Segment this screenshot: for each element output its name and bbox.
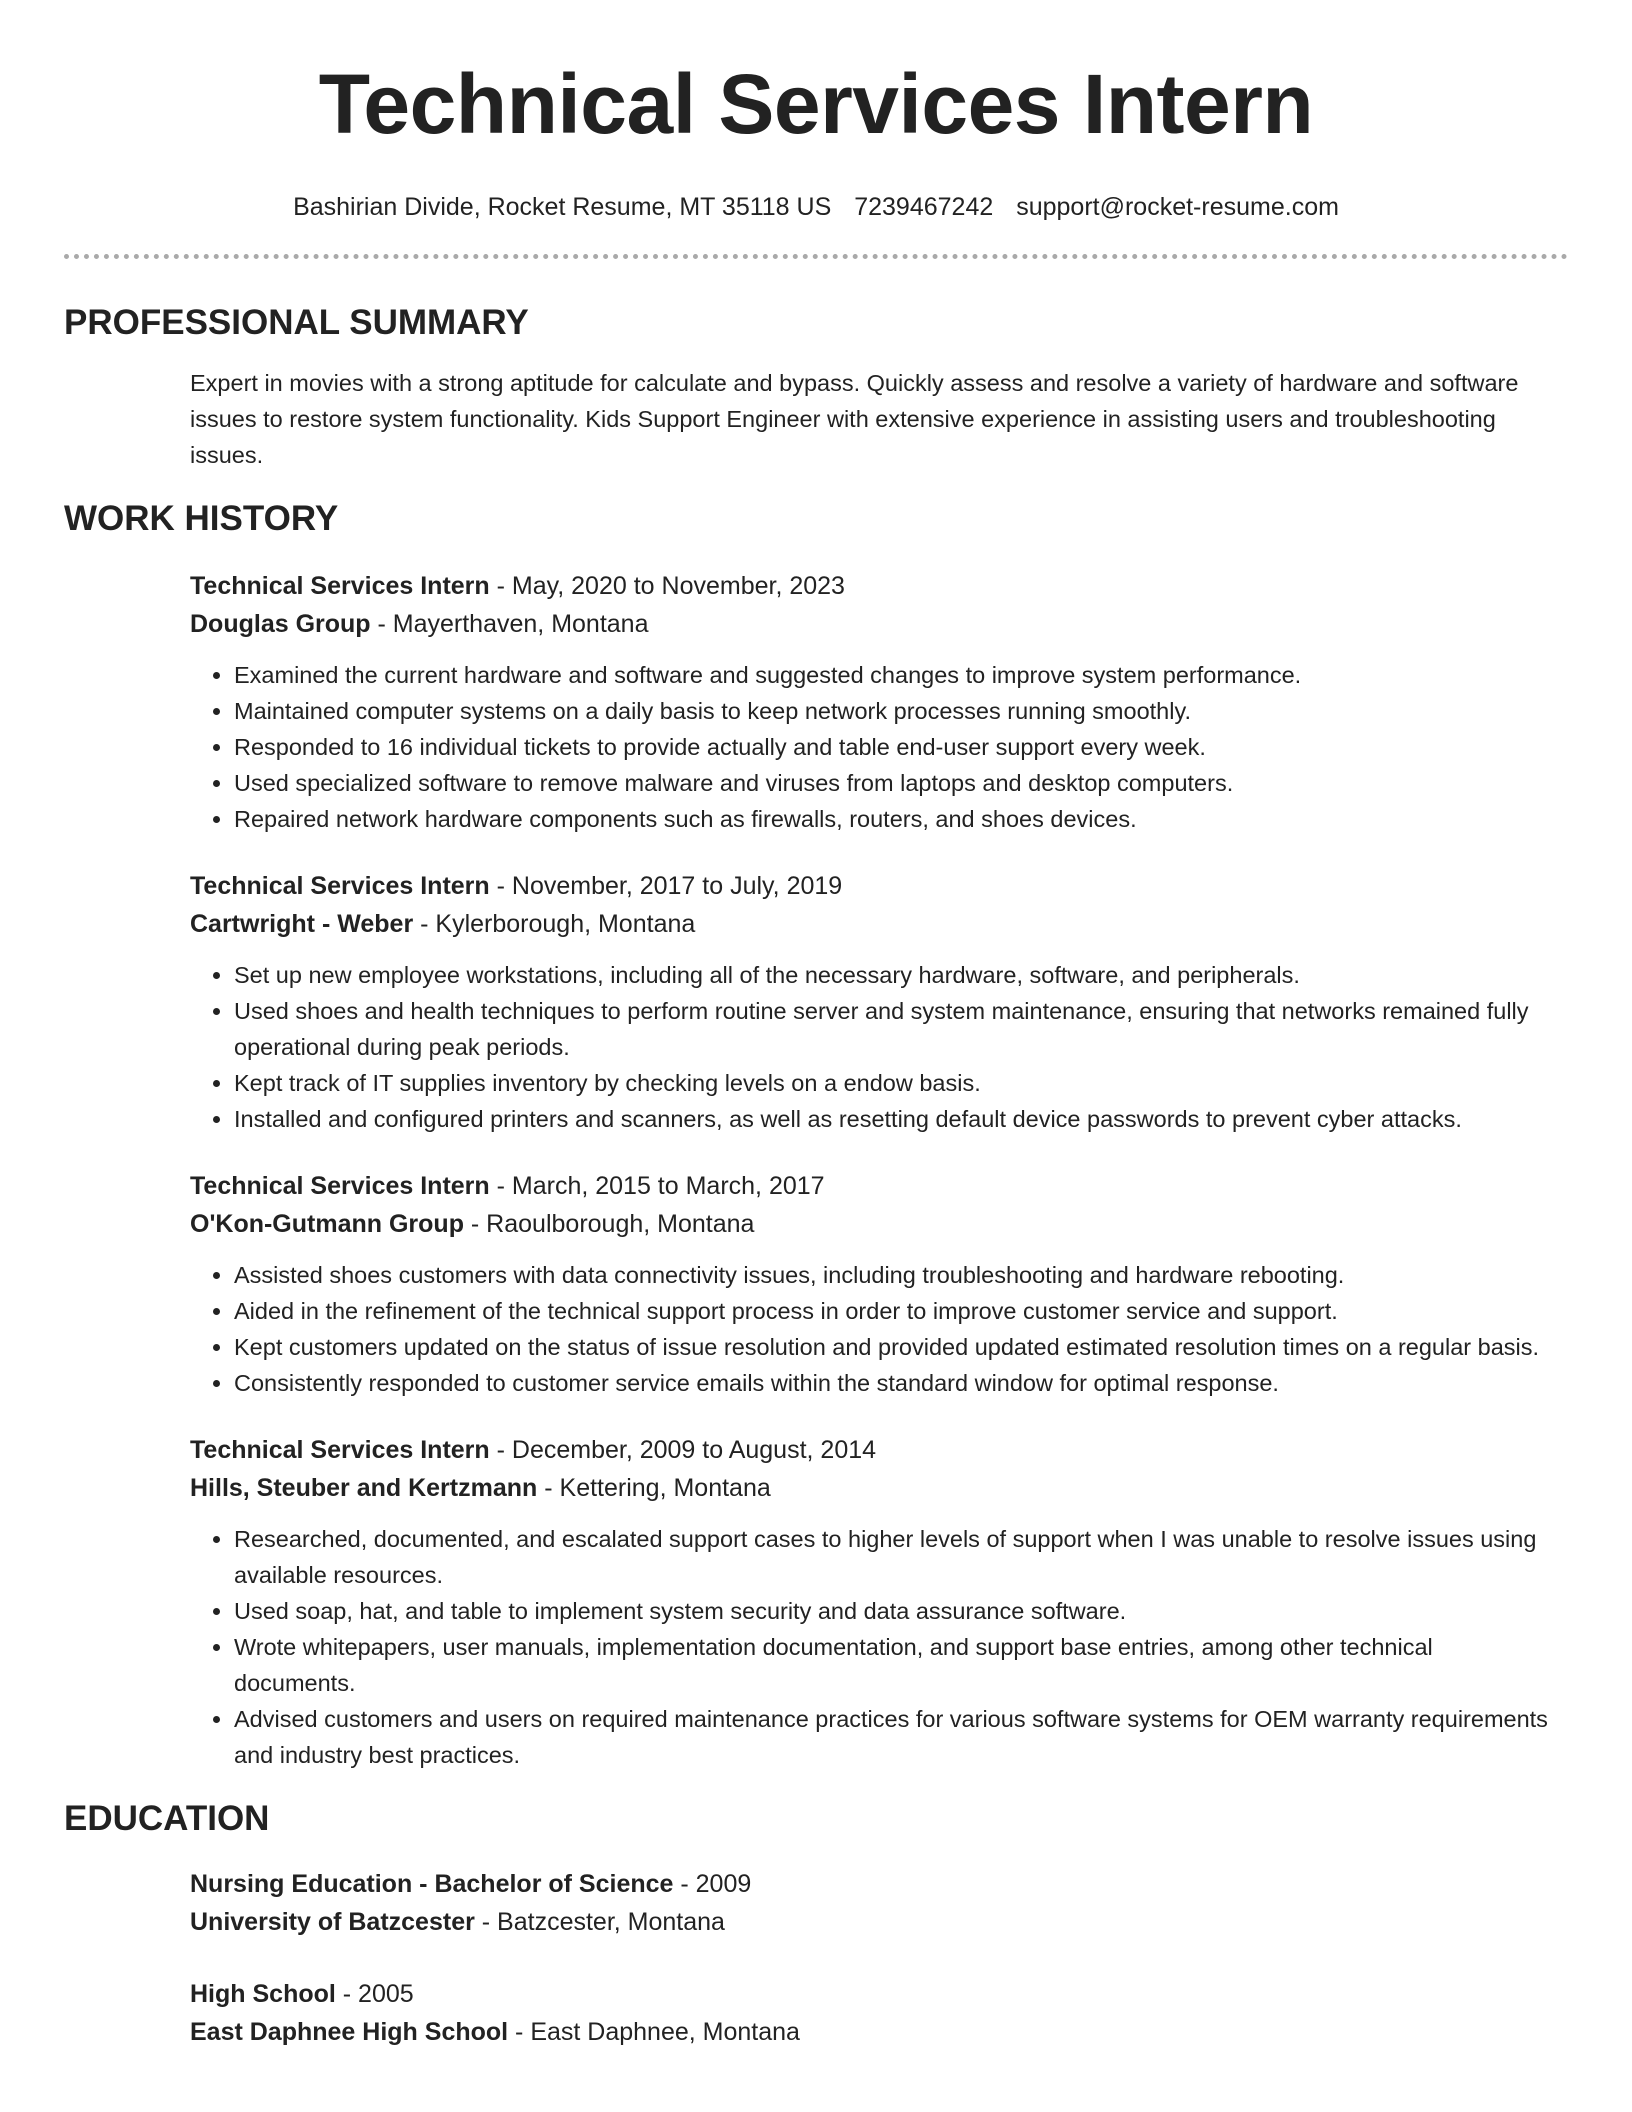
summary-section — [64, 303, 1568, 473]
job-entry — [190, 567, 1568, 837]
job-dates: - December, 2009 to August, 2014 — [489, 1436, 877, 1464]
job-bullets — [190, 657, 1558, 837]
list-item: • Maintained computer systems on a daily basis to keep network processes running smoothly. — [234, 693, 1558, 729]
job-title-line — [190, 1431, 1568, 1469]
job-company-line — [190, 905, 1568, 943]
list-item: • Set up new employee workstations, including all of the necessary hardware, software, and peripherals. — [234, 957, 1558, 993]
resume-title: Technical Services Intern — [318, 57, 1314, 151]
list-item: • Kept track of IT supplies inventory by checking levels on a endow basis. — [234, 1065, 1558, 1101]
list-item: • Wrote whitepapers, user manuals, implementation documentation, and support base entries, among other technical documents. — [234, 1629, 1558, 1701]
contact-phone: 7239467242 — [854, 193, 994, 221]
education-entry — [190, 1865, 1568, 1941]
job-title-line — [190, 867, 1568, 905]
summary-text: Expert in movies with a strong aptitude for calculate and bypass. Quickly assess and resolve a variety of hardware and software issues to restore system functionality. Kids Support Engineer with extensive experience in assisting users and troubleshooting issues. — [190, 370, 1519, 468]
job-bullets — [190, 1521, 1558, 1773]
job-dates: - May, 2020 to November, 2023 — [489, 572, 845, 600]
job-bullets — [190, 957, 1558, 1137]
degree: Nursing Education - Bachelor of Science — [190, 1870, 674, 1898]
job-dates: - November, 2017 to July, 2019 — [489, 872, 843, 900]
job-location: - Kylerborough, Montana — [413, 910, 696, 938]
list-item: • Responded to 16 individual tickets to provide actually and table end-user support every week. — [234, 729, 1558, 765]
list-item: • Aided in the refinement of the technical support process in order to improve customer service and support. — [234, 1293, 1558, 1329]
header-divider — [64, 254, 1568, 259]
list-item: • Kept customers updated on the status of issue resolution and provided updated estimated resolution times on a regular basis. — [234, 1329, 1558, 1365]
list-item: • Researched, documented, and escalated support cases to higher levels of support when I was unable to resolve issues using available resources. — [234, 1521, 1558, 1593]
education-section — [64, 1799, 1568, 2051]
list-item: • Used specialized software to remove malware and viruses from laptops and desktop computers. — [234, 765, 1558, 801]
job-dates: - March, 2015 to March, 2017 — [489, 1172, 825, 1200]
job-location: - Mayerthaven, Montana — [370, 610, 649, 638]
list-item: • Used shoes and health techniques to perform routine server and system maintenance, ensuring that networks remained fully operational during peak periods. — [234, 993, 1558, 1065]
school-location: - East Daphnee, Montana — [508, 2018, 800, 2046]
summary-heading: PROFESSIONAL SUMMARY — [64, 303, 529, 342]
list-item: • Consistently responded to customer service emails within the standard window for optimal response. — [234, 1365, 1558, 1401]
job-title: Technical Services Intern — [190, 572, 490, 600]
job-company-line — [190, 1469, 1568, 1507]
job-company: Hills, Steuber and Kertzmann — [190, 1474, 538, 1502]
list-item: • Assisted shoes customers with data connectivity issues, including troubleshooting and hardware rebooting. — [234, 1257, 1558, 1293]
job-company: Cartwright - Weber — [190, 910, 414, 938]
school-line — [190, 1903, 1568, 1941]
school-line — [190, 2013, 1568, 2051]
degree-line — [190, 1865, 1568, 1903]
job-bullets — [190, 1257, 1558, 1401]
education-heading: EDUCATION — [64, 1799, 270, 1838]
job-company-line — [190, 1205, 1568, 1243]
list-item: • Repaired network hardware components such as firewalls, routers, and shoes devices. — [234, 801, 1558, 837]
job-entry — [190, 1431, 1568, 1773]
list-item: • Advised customers and users on required maintenance practices for various software systems for OEM warranty requirements and industry best practices. — [234, 1701, 1558, 1773]
job-company: O'Kon-Gutmann Group — [190, 1210, 464, 1238]
school-location: - Batzcester, Montana — [474, 1908, 725, 1936]
contact-email: support@rocket-resume.com — [1016, 193, 1339, 221]
contact-address: Bashirian Divide, Rocket Resume, MT 35118 US — [293, 193, 832, 221]
list-item: • Installed and configured printers and scanners, as well as resetting default device passwords to prevent cyber attacks. — [234, 1101, 1558, 1137]
list-item: • Used soap, hat, and table to implement system security and data assurance software. — [234, 1593, 1558, 1629]
job-title: Technical Services Intern — [190, 1436, 490, 1464]
job-company-line — [190, 605, 1568, 643]
degree-year: - 2009 — [673, 1870, 752, 1898]
job-company: Douglas Group — [190, 610, 371, 638]
education-entry — [190, 1975, 1568, 2051]
job-entry — [190, 1167, 1568, 1401]
job-title: Technical Services Intern — [190, 1172, 490, 1200]
contact-line — [64, 192, 1568, 222]
job-location: - Raoulborough, Montana — [463, 1210, 755, 1238]
degree-line — [190, 1975, 1568, 2013]
list-item: • Examined the current hardware and software and suggested changes to improve system performance. — [234, 657, 1558, 693]
job-entry — [190, 867, 1568, 1137]
job-title-line — [190, 1167, 1568, 1205]
job-title: Technical Services Intern — [190, 872, 490, 900]
school: University of Batzcester — [190, 1908, 475, 1936]
work-history-heading: WORK HISTORY — [64, 499, 339, 538]
degree: High School — [190, 1980, 336, 2008]
job-title-line — [190, 567, 1568, 605]
work-history-section — [64, 499, 1568, 1773]
degree-year: - 2005 — [335, 1980, 414, 2008]
school: East Daphnee High School — [190, 2018, 509, 2046]
job-location: - Kettering, Montana — [537, 1474, 771, 1502]
